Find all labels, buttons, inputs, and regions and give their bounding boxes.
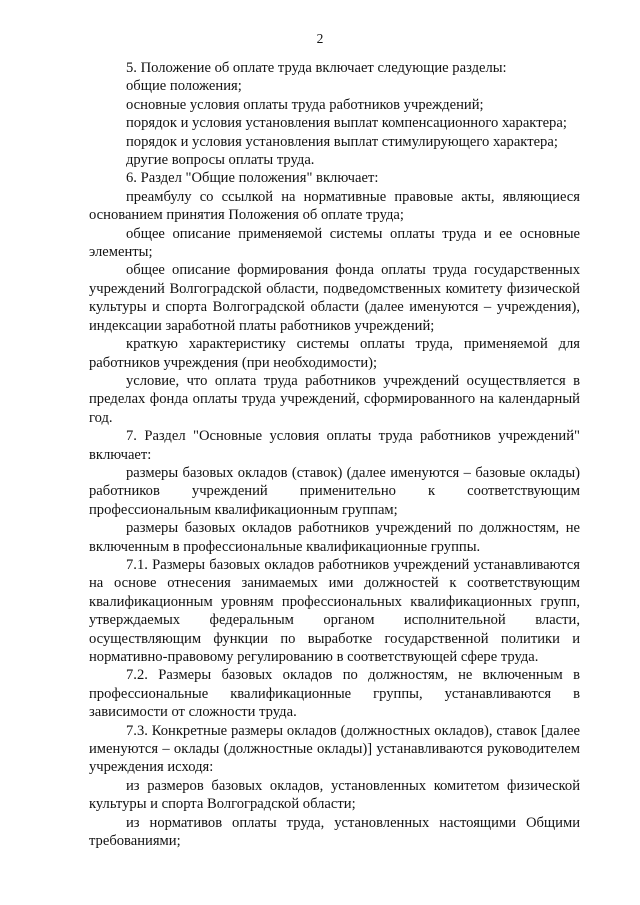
document-body [89, 59, 580, 850]
paragraph: из размеров базовых окладов, установленных комитетом физической культуры и спорта Волгоградской области; [89, 777, 580, 813]
paragraph: общее описание применяемой системы оплаты труда и ее основные элементы; [89, 225, 580, 261]
paragraph: 5. Положение об оплате труда включает следующие разделы: [126, 60, 507, 76]
paragraph: порядок и условия установления выплат компенсационного характера; [126, 115, 567, 132]
paragraph: общее описание формирования фонда оплаты труда государственных учреждений Волгоградской области, подведомственных комитету физической культуры и спорта Волгоградской области (далее именуются – учреждения), индексации заработной платы работников учреждений; [89, 262, 580, 334]
paragraph: условие, что оплата труда работников учреждений осуществляется в пределах фонда оплаты труда учреждений, сформированного на календарный год. [89, 372, 580, 426]
paragraph: размеры базовых окладов работников учреждений по должностям, не включенным в профессиональные квалификационные группы. [89, 520, 580, 555]
paragraph: 7.1. Размеры базовых окладов работников учреждений устанавливаются на основе отнесения занимаемых ими должностей к соответствующим квалификационным уровням профессиональных квалификационных групп, утверждаемых федеральным органом исполнительной власти, осуществляющим функции по выработке государственной политики и нормативно-правовому регулированию в соответствующей сфере труда. [89, 556, 580, 665]
paragraph: другие вопросы оплаты труда. [126, 152, 315, 169]
paragraph: основные условия оплаты труда работников учреждений; [126, 96, 484, 113]
paragraph: краткую характеристику системы оплаты труда, применяемой для работников учреждения (при необходимости); [89, 336, 580, 371]
paragraph: из нормативов оплаты труда, установленных настоящими Общими требованиями; [89, 814, 580, 850]
page-number: 2 [316, 31, 324, 46]
paragraph: преамбулу со ссылкой на нормативные правовые акты, являющиеся основанием принятия Положения об оплате труда; [89, 188, 580, 224]
paragraph: 7.3. Конкретные размеры окладов (должностных окладов), ставок [далее именуются – оклады (должностные оклады)] устанавливаются руководителем учреждения исходя: [89, 722, 580, 776]
paragraph: размеры базовых окладов (ставок) (далее именуются – базовые оклады) работников учреждений применительно к соответствующим профессиональным квалификационным группам; [89, 464, 580, 518]
paragraph: 7.2. Размеры базовых окладов по должностям, не включенным в профессиональные квалификационные группы, устанавливаются в зависимости от сложности труда. [89, 667, 580, 721]
paragraph: 7. Раздел "Основные условия оплаты труда работников учреждений" включает: [89, 428, 580, 463]
paragraph: порядок и условия установления выплат стимулирующего характера; [126, 133, 558, 150]
paragraph: 6. Раздел "Общие положения" включает: [126, 170, 379, 187]
paragraph: общие положения; [126, 78, 242, 95]
